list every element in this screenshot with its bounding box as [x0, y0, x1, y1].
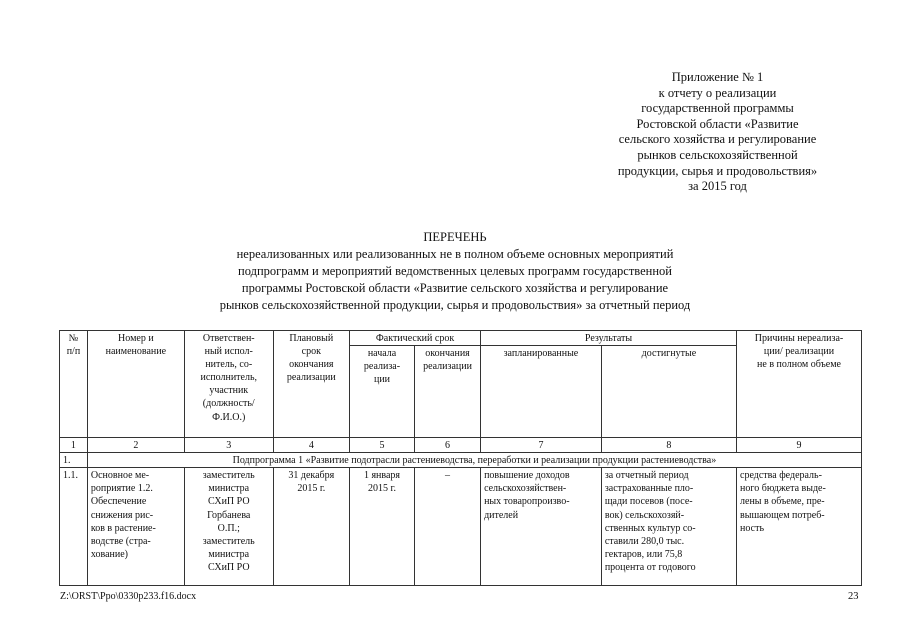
header-planned-term	[273, 331, 349, 438]
cell-text: застрахованные пло-	[604, 483, 694, 495]
cell-text: сельскохозяйствен-	[484, 483, 567, 495]
title-line: программы Ростовской области «Развитие сельского хозяйства и регулирование	[241, 281, 669, 295]
header-text: реализа-	[363, 361, 401, 373]
column-number: 3	[184, 438, 273, 453]
cell-text: дителей	[484, 509, 519, 521]
cell-text: ность	[740, 522, 765, 534]
column-number: 2	[87, 438, 184, 453]
cell-text: министра	[208, 548, 250, 560]
appendix-line: продукции, сырья и продовольствия»	[617, 163, 818, 178]
row-actual-end: –	[415, 468, 481, 586]
column-number: 8	[601, 438, 736, 453]
section-title: Подпрограмма 1 «Развитие подотрасли растениеводства, переработки и реализации продукции растениеводства»	[87, 453, 861, 468]
header-results-achieved: достигнутые	[601, 346, 736, 438]
appendix-line: Ростовской области «Развитие	[636, 116, 799, 131]
cell-text: 2015 г.	[297, 483, 326, 495]
report-table	[59, 330, 862, 586]
cell-text: лены в объеме, пре-	[740, 496, 825, 508]
cell-text: ственных культур со-	[604, 522, 696, 534]
header-actual-start	[350, 346, 415, 438]
header-text: Плановый	[289, 333, 334, 344]
cell-text: заместитель	[202, 470, 255, 482]
cell-text: СХиП РО	[207, 496, 250, 508]
header-results-planned: запланированные	[481, 346, 602, 438]
header-results: Результаты	[481, 331, 737, 346]
cell-text: роприятие 1.2.	[90, 483, 153, 495]
footer-page-number: 23	[848, 591, 859, 602]
appendix-line: государственной программы	[641, 101, 794, 116]
column-number-row	[60, 438, 862, 453]
header-actual-end	[415, 346, 481, 438]
section-row	[60, 453, 862, 468]
row-name	[87, 468, 184, 586]
header-text: нитель, со-	[205, 359, 253, 371]
header-text: Номер и	[118, 333, 154, 344]
column-number: 9	[737, 438, 862, 453]
row-num: 1.1.	[60, 468, 88, 586]
row-results-achieved	[601, 468, 736, 586]
cell-text: Основное ме-	[90, 470, 150, 482]
header-text: п/п	[66, 346, 81, 358]
cell-text: Обеспечение	[90, 496, 147, 508]
row-results-planned	[481, 468, 602, 586]
cell-text: гектаров, или 75,8	[604, 548, 683, 560]
appendix-block	[590, 70, 845, 195]
cell-text: ных товаропроизво-	[484, 496, 570, 508]
cell-text: щади посевов (посе-	[604, 496, 693, 508]
cell-text: повышение доходов	[484, 470, 570, 482]
column-number: 5	[350, 438, 415, 453]
cell-text: за отчетный период	[604, 470, 689, 482]
title-heading: ПЕРЕЧЕНЬ	[423, 230, 487, 244]
row-reasons	[737, 468, 862, 586]
cell-text: вок) сельскохозяй-	[604, 509, 685, 521]
cell-text: средства федераль-	[740, 470, 822, 482]
header-responsible	[184, 331, 273, 438]
appendix-line: за 2015 год	[688, 179, 747, 194]
header-text: (должность/	[202, 398, 255, 410]
cell-text: заместитель	[202, 535, 255, 547]
header-row-1	[60, 331, 862, 346]
header-text: окончания	[289, 359, 334, 371]
header-text: окончания	[425, 348, 470, 360]
appendix-line: сельского хозяйства и регулирование	[618, 132, 817, 147]
header-text: начала	[367, 348, 397, 360]
header-text: Ф.И.О.)	[212, 411, 246, 423]
title-line: рынков сельскохозяйственной продукции, сырья и продовольствия» за отчетный период	[219, 298, 691, 312]
column-number: 6	[415, 438, 481, 453]
header-text: ции/ реализации	[763, 346, 835, 358]
cell-text: 31 декабря	[288, 470, 335, 482]
cell-text: министра	[208, 483, 250, 495]
header-text: №	[68, 333, 79, 344]
appendix-line: рынков сельскохозяйственной	[637, 147, 798, 162]
header-reasons	[737, 331, 862, 438]
cell-text: снижения рис-	[90, 509, 154, 521]
header-text: реализации	[286, 372, 336, 384]
cell-text: процента от годового	[604, 561, 696, 573]
cell-text: 1 января	[363, 470, 401, 482]
header-text: реализации	[423, 361, 472, 373]
row-planned-term	[273, 468, 349, 586]
column-number: 7	[481, 438, 602, 453]
appendix-line: Приложение № 1	[671, 70, 764, 84]
header-text: участник	[209, 385, 249, 397]
cell-text: водстве (стра-	[90, 535, 151, 547]
cell-text: О.П.;	[217, 522, 240, 534]
header-text: Причины нереализа-	[754, 333, 844, 344]
header-text: наименование	[105, 346, 167, 358]
column-number: 4	[273, 438, 349, 453]
cell-text: 2015 г.	[368, 483, 396, 495]
section-num: 1.	[60, 453, 88, 468]
cell-text: ставили 280,0 тыс.	[604, 535, 685, 547]
cell-text: СХиП РО	[207, 561, 250, 573]
cell-text: ков в растение-	[90, 522, 156, 534]
table-row	[60, 468, 862, 586]
header-text: исполнитель,	[200, 372, 258, 384]
cell-text: Горбанева	[207, 509, 251, 521]
header-num	[60, 331, 88, 438]
header-text: не в полном объеме	[757, 359, 841, 371]
title-line: подпрограмм и мероприятий ведомственных целевых программ государственной	[238, 264, 672, 278]
cell-text: вышающем потреб-	[740, 509, 825, 521]
row-actual-start	[350, 468, 415, 586]
header-actual-term: Фактический срок	[350, 331, 481, 346]
appendix-line: к отчету о реализации	[658, 85, 777, 100]
header-text: срок	[301, 346, 321, 358]
header-text: ный испол-	[204, 346, 253, 358]
cell-text: ного бюджета выде-	[740, 483, 826, 495]
title-line: нереализованных или реализованных не в полном объеме основных мероприятий	[236, 247, 674, 261]
footer-file-path: Z:\ORST\Ppo\0330p233.f16.docx	[60, 591, 197, 602]
header-name	[87, 331, 184, 438]
cell-text: хование)	[90, 548, 128, 560]
document-title	[130, 229, 780, 314]
row-responsible	[184, 468, 273, 586]
header-text: ции	[373, 374, 391, 386]
column-number: 1	[60, 438, 88, 453]
header-text: Ответствен-	[202, 333, 255, 344]
